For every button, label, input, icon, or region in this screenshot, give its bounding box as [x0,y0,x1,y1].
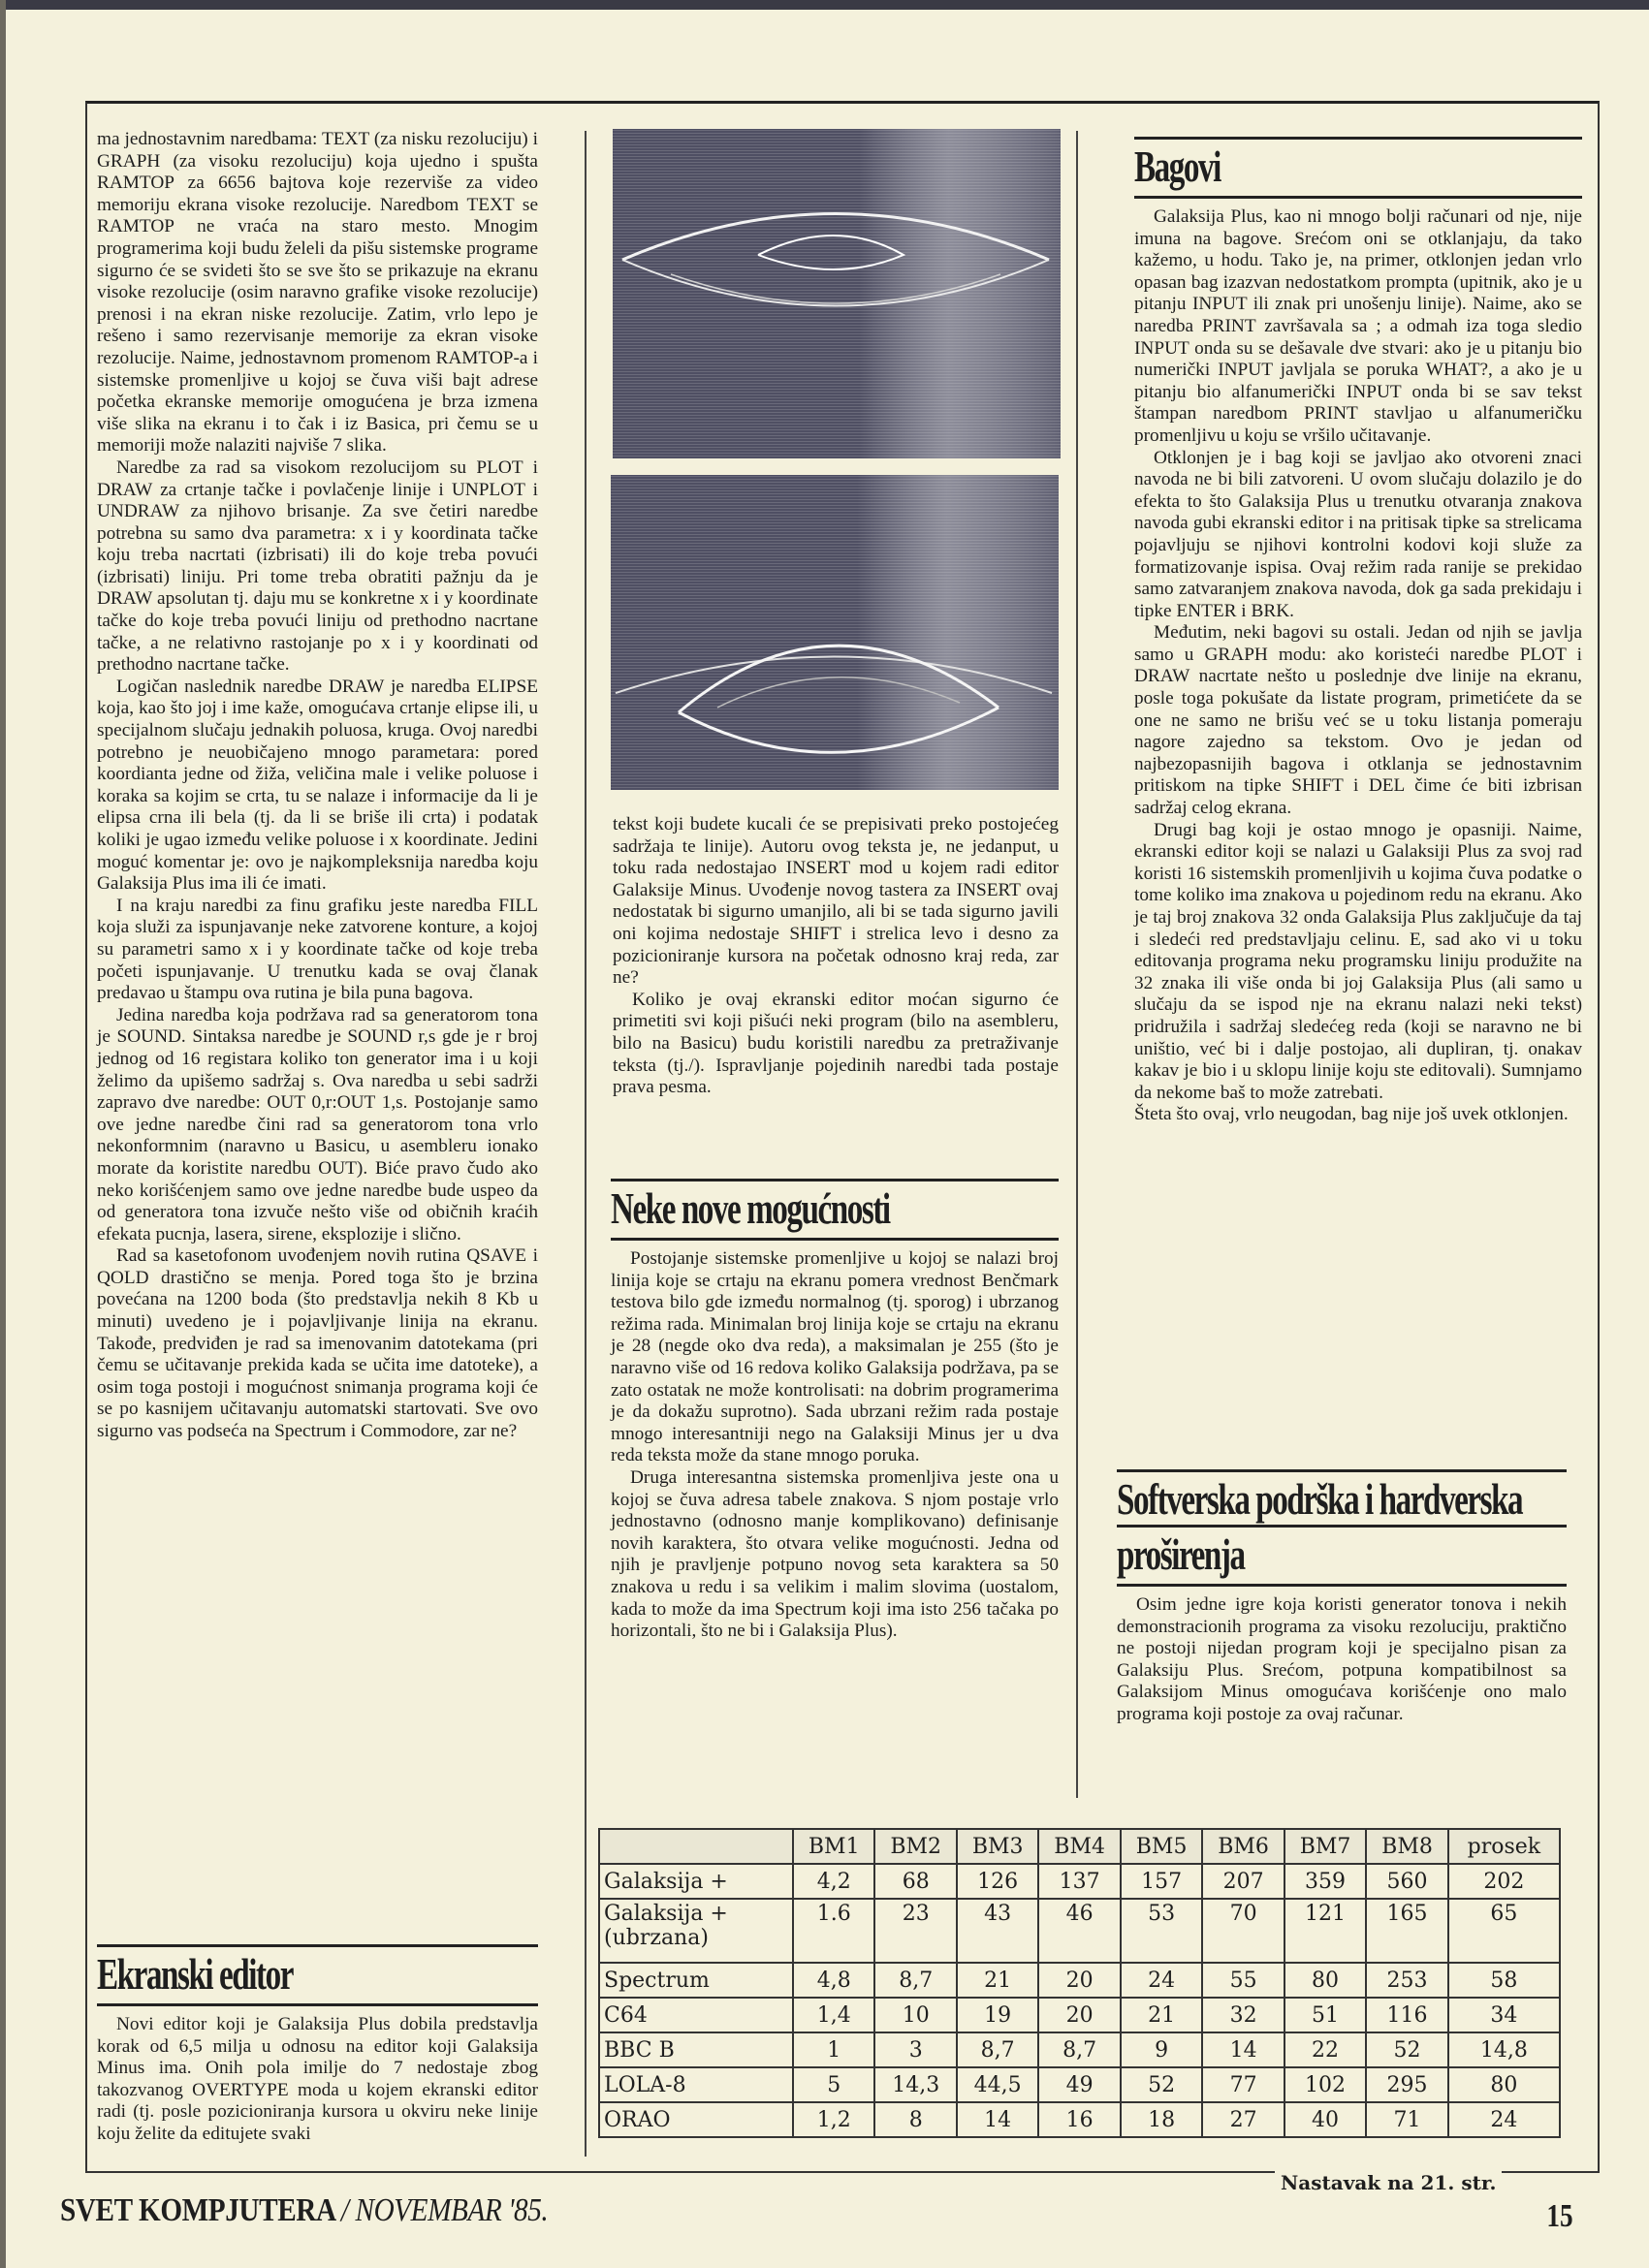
paragraph: ma jednostavnim naredbama: TEXT (za nisku rezoluciju) i GRAPH (za visoku rezoluciju) koja ujedno i spušta RAMTOP za 6656 bajtova koje rezerviše za video memoriju ekrana visoke rezolucije. Naredbom TEXT se RAMTOP ne vraća na staro mesto. Mnogim programerima koji budu želeli da pišu sistemske programe sigurno će se svideti što se sve što se prikazuje na ekranu visoke rezolucije (osim naravno grafike visoke rezolucije) prenosi i na ekran niske rezolucije. Zatim, vrlo lepo je rešeno i samo rezervisanje memorije za ekran visoke rezolucije. Naime, jednostavnom promenom RAMTOP-a i sistemske promenljive u kojoj se čuva viši bajt adrese početka ekranske memorije omogućena je brza izmena više slika na ekranu i to čak i iz Basica, pri čemu se u memoriji može nalaziti najviše 7 slika. [97,129,538,457]
column-header: prosek [1448,1829,1560,1864]
paragraph: Galaksija Plus, kao ni mnogo bolji računari od nje, nije imuna na bagove. Srećom oni se otklanjaju, da tako kažemo, u hodu. Tako je, na primer, otklonjen jedan vrlo opasan bag izazvan nedostatkom prompta (upitnik, ako je u pitanju INPUT ili znak pri unošenju linije). Naime, ako se naredba PRINT završavala sa ; a odmah iza toga sledio INPUT onda su se dešavale dve stvari: ako je u pitanju bio numerički INPUT javljala se poruka WHAT?, a ako je u pitanju bio alfanumerički INPUT onda bi se sav tekst štampan naredbom PRINT stavljao u alfanumeričku promenljivu u koju se vršilo učitavanje. [1134,206,1582,446]
table-cell: 51 [1284,1998,1366,2032]
column-header: BM4 [1038,1829,1120,1864]
table-cell: 71 [1366,2102,1447,2137]
table-cell: 165 [1366,1899,1447,1963]
table-row [599,1998,1560,2032]
section-neke-nove-mogucnosti [611,1173,1059,1643]
table-cell: 21 [957,1963,1038,1998]
column-header [599,1829,793,1864]
table-row [599,1864,1560,1899]
table-cell: 253 [1366,1963,1447,1998]
middle-column [613,814,1059,1099]
column-header: BM1 [793,1829,874,1864]
row-label [599,2032,793,2067]
table-cell: 14 [1202,2032,1284,2067]
row-label-line: C64 [604,2002,648,2028]
section-heading: proširenja [1117,1529,1245,1579]
table-cell: 53 [1121,1899,1202,1963]
table-cell: 8,7 [957,2032,1038,2067]
row-label-line: LOLA-8 [604,2072,686,2097]
table-cell: 24 [1121,1963,1202,1998]
table-cell: 4,8 [793,1963,874,1998]
table-cell: 102 [1284,2067,1366,2102]
table-cell: 1.6 [793,1899,874,1963]
table-cell: 295 [1366,2067,1447,2102]
table-cell: 121 [1284,1899,1366,1963]
table-cell: 80 [1448,2067,1560,2102]
column-divider [585,131,587,2157]
section-heading-box [1134,137,1582,199]
table-row [599,2067,1560,2102]
table-cell: 8,7 [1038,2032,1120,2067]
table-cell: 21 [1121,1998,1202,2032]
table-cell: 1,2 [793,2102,874,2137]
table-cell: 52 [1121,2067,1202,2102]
table-cell: 8 [874,2102,956,2137]
table-cell: 5 [793,2067,874,2102]
table-cell: 9 [1121,2032,1202,2067]
paragraph: Naredbe za rad sa visokom rezolucijom su PLOT i DRAW za crtanje tačke i povlačenje linije i UNPLOT i UNDRAW za njihovo brisanje. Za sve četiri naredbe potrebna su samo dva parametra: x i y koordinata tačke koju treba nacrtati (izbrisati) ili do koje treba povući (izbrisati) liniju. Pri tome treba obratiti pažnju da je DRAW apsolutan tj. daju mu se konkretne x i y koordinate tačke do koje treba povući liniju od prethodno nacrtane tačke, a ne relativno rastojanje po x i y koordinati od prethodno nacrtane tačke. [97,457,538,676]
table-cell: 137 [1038,1864,1120,1899]
table-row [599,2032,1560,2067]
table-cell: 4,2 [793,1864,874,1899]
table-cell: 23 [874,1899,956,1963]
table-row [599,1963,1560,1998]
column-header: BM6 [1202,1829,1284,1864]
table-cell: 20 [1038,1998,1120,2032]
table-cell: 22 [1284,2032,1366,2067]
table-cell: 43 [957,1899,1038,1963]
row-label [599,1963,793,1998]
paragraph: Međutim, neki bagovi su ostali. Jedan od njih se javlja samo u GRAPH modu: ako koristeći naredbe PLOT i DRAW nacrtate nešto u poslednje dve linije na ekranu, posle toga pokušate da listate program, primetićete da se one ne samo ne brišu već se u toku listanja pomeraju nagore zajedno sa tekstom. Ovo je jedan od najbezopasnijih bagova i otklanja se jednostavnim pritiskom na tipke SHIFT i DEL čime će biti izbrisan sadržaj celog ekrana. [1134,622,1582,819]
row-label [599,1864,793,1899]
table-cell: 20 [1038,1963,1120,1998]
magazine-footer [60,2192,548,2229]
table-row [599,1899,1560,1963]
table-cell: 32 [1202,1998,1284,2032]
row-label-line: ORAO [604,2107,671,2132]
table-cell: 14,8 [1448,2032,1560,2067]
table-cell: 207 [1202,1864,1284,1899]
row-label [599,1998,793,2032]
paragraph: Druga interesantna sistemska promenljiva jeste ona u kojoj se čuva adresa tabele znakova. S njom postaje vrlo jednostavno (odnosno manje komplikovano) definisanje novih karaktera, što otvara velike mogućnosti. Jedna od njih je pravljenje potpuno novog seta karaktera sa 50 znakova u redu i sa velikim i malim slovima (uostalom, kada to može da ima Spectrum koji ima isto 256 tačaka po horizontali, što ne bi i Galaksija Plus). [611,1466,1059,1642]
paragraph: Rad sa kasetofonom uvođenjem novih rutina QSAVE i QOLD drastično se menja. Pored toga što je brzina povećana na 1200 boda (što predstavlja nekih 8 Kb u minuti) uvedeno je i pojavljivanje linija na ekranu. Takođe, predviđen je rad sa imenovanim datotekama (pri čemu se učitavanje prekida kada se učita ime datoteke), a osim toga postoji i mogućnost snimanja programa koji će se po kasnijem učitavanju automatski startovati. Sve ovo sigurno vas podseća na Spectrum i Commodore, zar ne? [97,1245,538,1442]
row-label-line: Spectrum [604,1968,710,1993]
table-cell: 58 [1448,1963,1560,1998]
paragraph: Koliko je ovaj ekranski editor moćan sigurno će primetiti svi koji pišući neki program (bilo na asembleru, bilo na Basicu) budu koristili naredbu za pretraživanje teksta (tj./). Ispravljanje pojedinih naredbi tada postaje prava pesma. [613,989,1059,1098]
paragraph: Drugi bag koji je ostao mnogo je opasniji. Naime, ekranski editor koji se nalazi u Galaksiji Plus za svoj rad koristi 16 sistemskih promenljivih u kojima čuva podatke o tome koliko ima znakova u pojedinom redu na ekranu. Ako je taj broj znakova 32 onda Galaksija Plus zaključuje da taj i sledeći red predstavljaju celinu. E, sad ako vi u toku editovanja programa neku programsku liniju produžite na 32 znaka ili više onda bi joj Galaksija Plus (ali samo u slučaju da se ispod nje na ekranu nalazi neki tekst) pridružila i sadržaj sledećeg reda (koji se naravno ne bi uništio, već bi i dalje postojao, ali dupliran, tj. onakav kakav je bio i u sklopu linije koju ste editovali). Sumnjamo da nekome baš to može zatrebati. [1134,819,1582,1103]
section-heading: Softverska podrška i hardverska [1117,1474,1523,1524]
table-cell: 34 [1448,1998,1560,2032]
row-label [599,2067,793,2102]
table-cell: 49 [1038,2067,1120,2102]
table-cell: 68 [874,1864,956,1899]
screen-photo-ellipse-1 [613,129,1061,458]
page-number: 15 [1546,2198,1573,2234]
table-cell: 202 [1448,1864,1560,1899]
paragraph: Šteta što ovaj, vrlo neugodan, bag nije još uvek otklonjen. [1134,1104,1569,1125]
paragraph: Osim jedne igre koja koristi generator tonova i nekih demonstracionih programa za visoku rezoluciju, praktično ne postoji nijedan program koji je specijalno pisan za Galaksiju Plus. Srećom, potpuna kompatibilnost sa Galaksijom Minus omogućava korišćenje ono malo programa koji postoje za ovaj računar. [1117,1594,1567,1724]
left-column [97,129,538,1443]
row-label [599,2102,793,2137]
table-cell: 44,5 [957,2067,1038,2102]
section-heading: Neke nove mogućnosti [611,1183,890,1233]
page-top-edge [0,0,1649,10]
column-header: BM8 [1366,1829,1447,1864]
table-cell: 3 [874,2032,956,2067]
table-cell: 77 [1202,2067,1284,2102]
table-cell: 10 [874,1998,956,2032]
section-heading: Ekranski editor [97,1949,293,1999]
section-heading-box [611,1179,1059,1241]
table-cell: 126 [957,1864,1038,1899]
table-cell: 8,7 [874,1963,956,1998]
paragraph: Jedina naredba koja podržava rad sa generatorom tona je SOUND. Sintaksa naredbe je SOUND r,s gde je r broj jednog od 16 registara koliko ton generator ima i u koji želimo da upišemo sadržaj s. Ova naredba u sebi sadrži zapravo dve naredbe: OUT 0,r:OUT 1,s. Postojanje samo ove jedne naredbe čini rad sa generatorom tona vrlo nekonformnim (naravno u Basicu, u asembleru ionako morate da koristite naredbu OUT). Biće pravo čudo ako neko korišćenjem samo ove jedne naredbe bude uspeo da od generatora tona izvuče nešto više od običnih kraćih efekata pucnja, lasera, sirene, eksplozije i slično. [97,1004,538,1244]
section-ekranski-editor [97,1938,538,2146]
paragraph: Otklonjen je i bag koji se javljao ako otvoreni znaci navoda ne bi bili zatvoreni. U ovom slučaju dolazilo je do efekta to što Galaksija Plus u trenutku otvaranja znakova navoda gubi ekranski editor i na pritisak tipke sa strelicama pojavljuju se njihovi kontrolni kodovi koji služe za formatizovanje ispisa. Ovaj režim rada ranije se prekidao samo zatvaranjem znakova navoda, dok ga sada prekidaju i tipke ENTER i BRK. [1134,447,1582,621]
row-label-line: Galaksija + [604,1869,728,1894]
row-label-line: BBC B [604,2037,675,2063]
table-row [599,2102,1560,2137]
row-label-line: (ubrzana) [604,1926,709,1950]
section-bagovi [1134,129,1582,1126]
table-cell: 1,4 [793,1998,874,2032]
paragraph: Logičan naslednik naredbe DRAW je naredba ELIPSE koja, kao što joj i ime kaže, omogućava crtanje elipse ili, u specijalnom slučaju jednakih poluosa, kruga. Ovoj naredbi potrebno je neuobičajeno mnogo parametara: pored koordianta jedne od žiža, veličina male i velike poluose i koraka sa kojim se crta, tu se nalaze i informacije da li je elipsa crna ili bela (tj. da li se briše ili crta) i podatak koliki je ugao između velike poluose i x koordinate. Jedini moguć komentar je: ovo je najkompleksnija naredba koju Galaksija Plus ima ili će imati. [97,676,538,895]
table-cell: 1 [793,2032,874,2067]
paragraph: Postojanje sistemske promenljive u kojoj se nalazi broj linija koje se crtaju na ekranu pomera vrednost Benčmark testova bilo gde između normalnog (tj. sporog) i ubrzanog režima rada. Minimalan broj linija koje se crtaju na ekranu je 28 (negde oko dva reda), a maksimalan je 255 (što je naravno više od 16 redova koliko Galaksija podržava, pa se zato ostatak ne može kontrolisati: na dobrim programerima je da dokažu suprotno). Sada ubrzani režim rada postaje mnogo interesantniji nego na Galaksiji Minus jer u dva reda teksta može da stane mnogo poruka. [611,1248,1059,1466]
column-header: BM7 [1284,1829,1366,1864]
section-softverska-podrska [1117,1464,1567,1726]
column-header: BM2 [874,1829,956,1864]
column-header: BM3 [957,1829,1038,1864]
table-cell: 359 [1284,1864,1366,1899]
table-cell: 40 [1284,2102,1366,2137]
table-cell: 560 [1366,1864,1447,1899]
row-label [599,1899,793,1963]
continued-note: Nastavak na 21. str. [1275,2171,1502,2194]
table-cell: 14,3 [874,2067,956,2102]
table-cell: 65 [1448,1899,1560,1963]
table-cell: 80 [1284,1963,1366,1998]
table-cell: 46 [1038,1899,1120,1963]
paragraph: tekst koji budete kucali će se prepisivati preko postojećeg sadržaja te linije). Autoru ovog teksta je, ne jedanput, u toku rada nedostajao INSERT mod u kojem radi editor Galaksije Minus. Uvođenje novog tastera za INSERT ovaj nedostatak bi sigurno umanjilo, ali bi se tada sigurno javili oni kojima nedostaje SHIFT i strelica levo i desno za pozicioniranje kursora na početak odnosno kraj reda, zar ne? [613,814,1059,989]
section-heading: Bagovi [1134,142,1221,191]
benchmark-table [598,1828,1561,2138]
table-cell: 14 [957,2102,1038,2137]
table-cell: 157 [1121,1864,1202,1899]
footer-separator: / [340,2192,349,2228]
table-cell: 52 [1366,2032,1447,2067]
table-cell: 70 [1202,1899,1284,1963]
table-cell: 27 [1202,2102,1284,2137]
section-heading-box [1117,1525,1567,1587]
table-header-row [599,1829,1560,1864]
table-cell: 19 [957,1998,1038,2032]
row-label-line: Galaksija + [604,1902,728,1926]
section-heading-box [97,1944,538,2006]
table-cell: 116 [1366,1998,1447,2032]
paragraph: I na kraju naredbi za finu grafiku jeste naredba FILL koja služi za ispunjavanje neke zatvorene konture, a kojoj su parametri samo x i y koordinate tačke od koje treba početi ispunjavanje. U trenutku kada se ovaj članak predavao u štampu ova rutina je bila puna bagova. [97,895,538,1004]
magazine-name: SVET KOMPJUTERA [60,2192,335,2228]
page-binding-edge [0,0,6,2268]
table-cell: 18 [1121,2102,1202,2137]
column-header: BM5 [1121,1829,1202,1864]
paragraph: Novi editor koji je Galaksija Plus dobila predstavlja korak od 6,5 milja u odnosu na editor koji Galaksija Minus ima. Onih pola imilje do 7 nedostaje zbog takozvanog OVERTYPE moda u kojem ekranski editor radi (tj. posle pozicioniranja kursora u okviru neke linije koju želite da editujete svaki [97,2014,538,2144]
table-cell: 16 [1038,2102,1120,2137]
table-cell: 55 [1202,1963,1284,1998]
column-divider [1076,131,1078,1798]
section-heading-box [1117,1469,1567,1525]
issue-date: NOVEMBAR '85. [355,2192,549,2228]
screen-photo-ellipse-2 [611,475,1059,790]
table-cell: 24 [1448,2102,1560,2137]
